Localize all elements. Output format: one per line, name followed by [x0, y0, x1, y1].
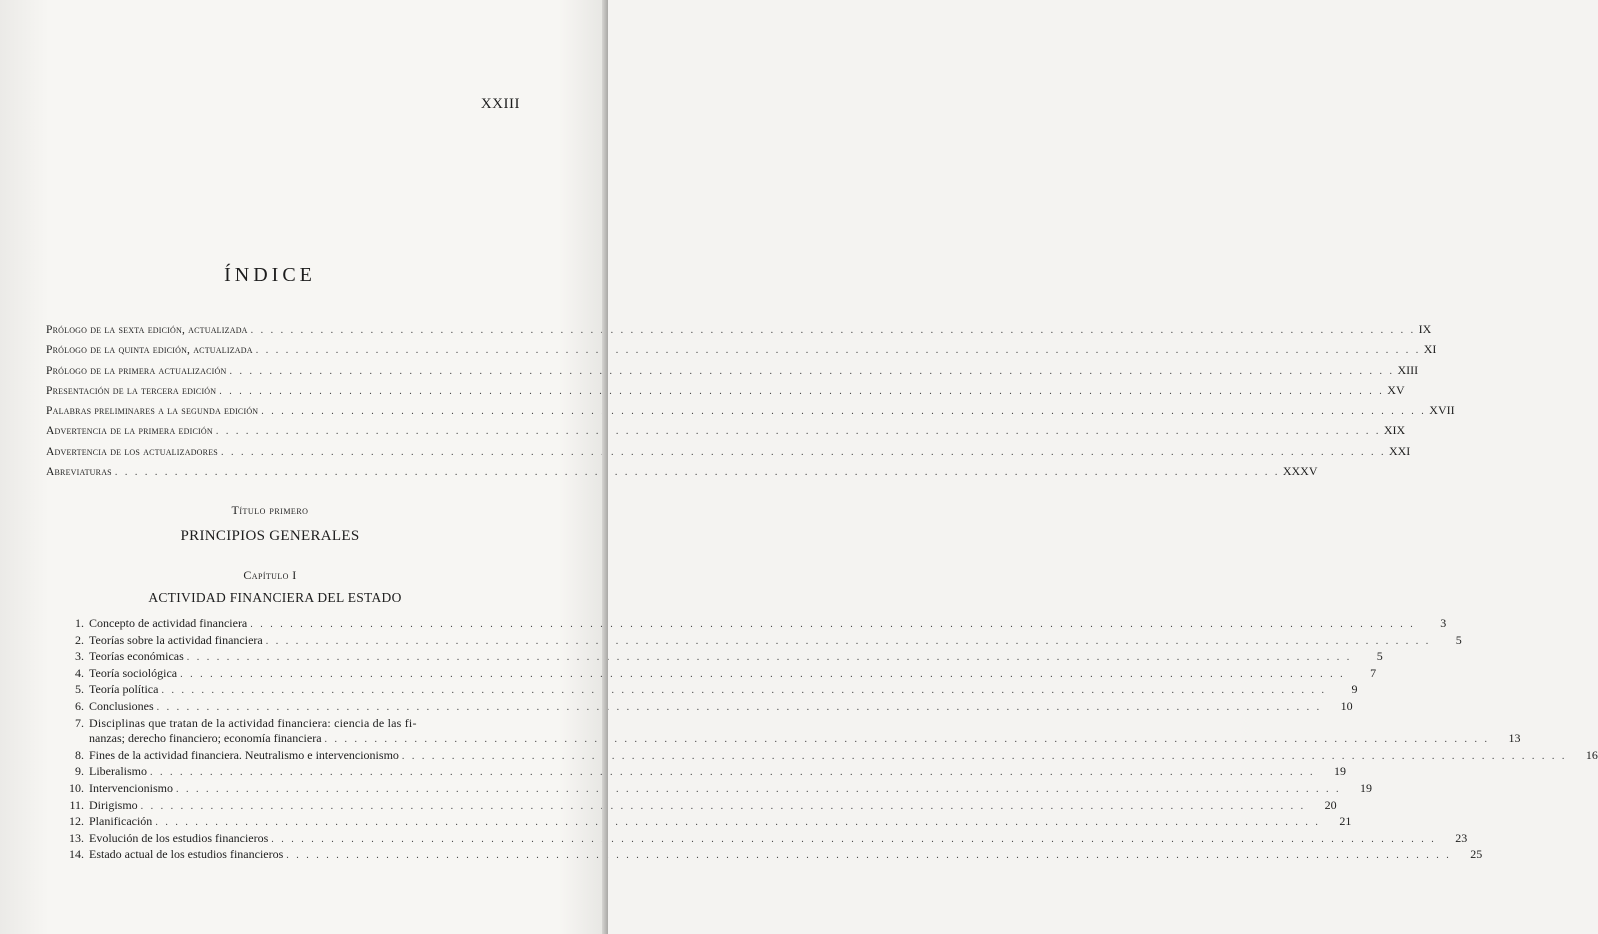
front-matter-entry	[46, 423, 1406, 443]
dot-leader	[271, 832, 1436, 848]
dot-leader	[115, 467, 1280, 478]
entry-number: 1.	[75, 616, 84, 630]
entry-text: Teoría sociológica	[89, 665, 178, 680]
chapter-entry	[60, 698, 1353, 716]
entry-text: Teorías sobre la actividad financiera	[89, 632, 263, 647]
chapter-entry	[60, 830, 1468, 848]
dot-leader	[176, 782, 1341, 798]
dot-leader	[180, 667, 1345, 683]
entry-text: Teoría política	[89, 682, 159, 697]
entry-label: Palabras preliminares a la segunda edición	[46, 405, 259, 418]
chapter-entry	[60, 715, 1521, 748]
front-matter-entry	[46, 403, 1455, 423]
entry-label: Advertencia de los actualizadores	[46, 445, 218, 458]
dot-leader	[251, 325, 1416, 336]
front-matter-entry	[46, 322, 1432, 342]
dot-leader	[221, 447, 1386, 458]
entry-page: XI	[1423, 342, 1437, 357]
dot-leader	[402, 749, 1567, 765]
chapter-entry	[60, 682, 1358, 699]
entry-page: 13	[1508, 731, 1521, 746]
entry-page: 19	[1359, 780, 1372, 795]
entry-page: 5	[1455, 632, 1462, 647]
entry-text: Fines de la actividad financiera. Neutralismo e intervencionismo	[89, 747, 399, 762]
entry-page: XIX	[1383, 423, 1406, 438]
entry-text: Conclusiones	[89, 698, 154, 713]
entry-text: Evolución de los estudios financieros	[89, 830, 269, 845]
entry-page: 9	[1351, 682, 1358, 697]
chapter-entry	[60, 764, 1346, 781]
entry-text-line2: nanzas; derecho financiero; economía financiera	[89, 731, 322, 746]
dot-leader	[261, 406, 1426, 417]
dot-leader	[161, 683, 1326, 699]
chapter-entry	[60, 616, 1447, 633]
entry-page: 7	[1370, 665, 1377, 680]
front-matter-entry	[46, 443, 1411, 464]
entry-number: 5.	[75, 682, 84, 697]
chapter-label: Capítulo I	[243, 568, 297, 582]
entry-page: IX	[1418, 322, 1432, 336]
entry-page: XXXV	[1282, 464, 1318, 479]
dot-leader	[155, 815, 1320, 831]
entry-number: 3.	[75, 649, 84, 664]
front-matter-entry	[46, 362, 1419, 383]
chapter-heading: ACTIVIDAD FINANCIERA DEL ESTADO	[148, 590, 402, 605]
entry-text-line1: Disciplinas que tratan de la actividad financiera: ciencia de las fi-	[89, 715, 417, 730]
entry-text: Intervencionismo	[89, 780, 173, 795]
entry-page: 19	[1333, 764, 1346, 779]
chapter-entry	[60, 814, 1352, 831]
entry-page: XVII	[1429, 403, 1455, 418]
entry-label: Presentación de la tercera edición	[46, 384, 217, 397]
front-matter-entry	[46, 382, 1405, 403]
dot-leader	[219, 386, 1384, 397]
entry-page: 21	[1339, 814, 1352, 829]
entry-text: Dirigismo	[89, 797, 138, 812]
entry-number: 11.	[69, 797, 84, 812]
dot-leader	[150, 765, 1315, 781]
chapter-entry	[60, 632, 1462, 650]
entry-number: 6.	[75, 698, 84, 713]
entry-page: XV	[1387, 382, 1405, 397]
entry-label: Prólogo de la quinta edición, actualizada	[46, 344, 253, 357]
entry-page: 25	[1470, 847, 1483, 862]
entry-page: 3	[1440, 616, 1447, 630]
entry-page: 10	[1340, 698, 1353, 713]
dot-leader	[325, 732, 1490, 748]
entry-number: 8.	[75, 747, 84, 762]
chapter-entry	[60, 847, 1483, 864]
entry-page: 20	[1324, 797, 1337, 812]
entry-text: Liberalismo	[89, 764, 147, 779]
front-matter-entry	[46, 464, 1318, 484]
entry-text: Estado actual de los estudios financieros	[89, 847, 284, 862]
entry-number: 12.	[69, 814, 84, 829]
entry-page: XXI	[1388, 443, 1411, 458]
entry-page: XIII	[1397, 362, 1419, 377]
entry-number: 2.	[75, 632, 84, 647]
chapter-contents-list	[60, 616, 1598, 864]
chapter-entry	[60, 747, 1598, 765]
entry-number: 9.	[75, 764, 84, 779]
page-number: XXIII	[480, 96, 520, 112]
front-matter-list	[46, 322, 1455, 484]
entry-page: 5	[1376, 649, 1383, 664]
entry-number: 14.	[69, 847, 84, 862]
front-matter-entry	[46, 342, 1437, 362]
entry-page: 16	[1585, 747, 1598, 762]
entry-text-line2-row	[89, 731, 1493, 748]
chapter-entry	[60, 665, 1377, 683]
dot-leader	[256, 345, 1421, 356]
entry-label: Prólogo de la primera actualización	[46, 364, 227, 377]
entry-number: 4.	[75, 665, 84, 680]
dot-leader	[157, 700, 1322, 716]
chapter-entry	[60, 780, 1372, 798]
entry-number: 7.	[75, 715, 84, 730]
page-edge-shadow	[602, 0, 608, 934]
entry-text: Teorías económicas	[89, 649, 184, 664]
entry-page: 23	[1455, 830, 1468, 845]
chapter-entry	[60, 649, 1383, 666]
entry-label: Prólogo de la sexta edición, actualizada	[46, 324, 248, 336]
dot-leader	[141, 799, 1306, 815]
title-label: Título primero	[231, 503, 309, 517]
dot-leader	[187, 650, 1352, 666]
entry-label: Advertencia de la primera edición	[46, 425, 213, 438]
dot-leader	[266, 634, 1431, 650]
dot-leader	[216, 426, 1381, 437]
title-heading: PRINCIPIOS GENERALES	[180, 528, 360, 544]
dot-leader	[250, 617, 1415, 633]
dot-leader	[229, 366, 1394, 377]
entry-label: Abreviaturas	[46, 466, 112, 479]
dot-leader	[286, 848, 1451, 864]
entry-text-block	[89, 716, 1493, 748]
entry-text: Concepto de actividad financiera	[89, 616, 248, 630]
chapter-entry	[60, 797, 1337, 815]
entry-number: 10.	[69, 780, 84, 795]
entry-number: 13.	[69, 830, 84, 845]
index-title: ÍNDICE	[224, 264, 316, 286]
entry-text: Planificación	[89, 814, 153, 829]
